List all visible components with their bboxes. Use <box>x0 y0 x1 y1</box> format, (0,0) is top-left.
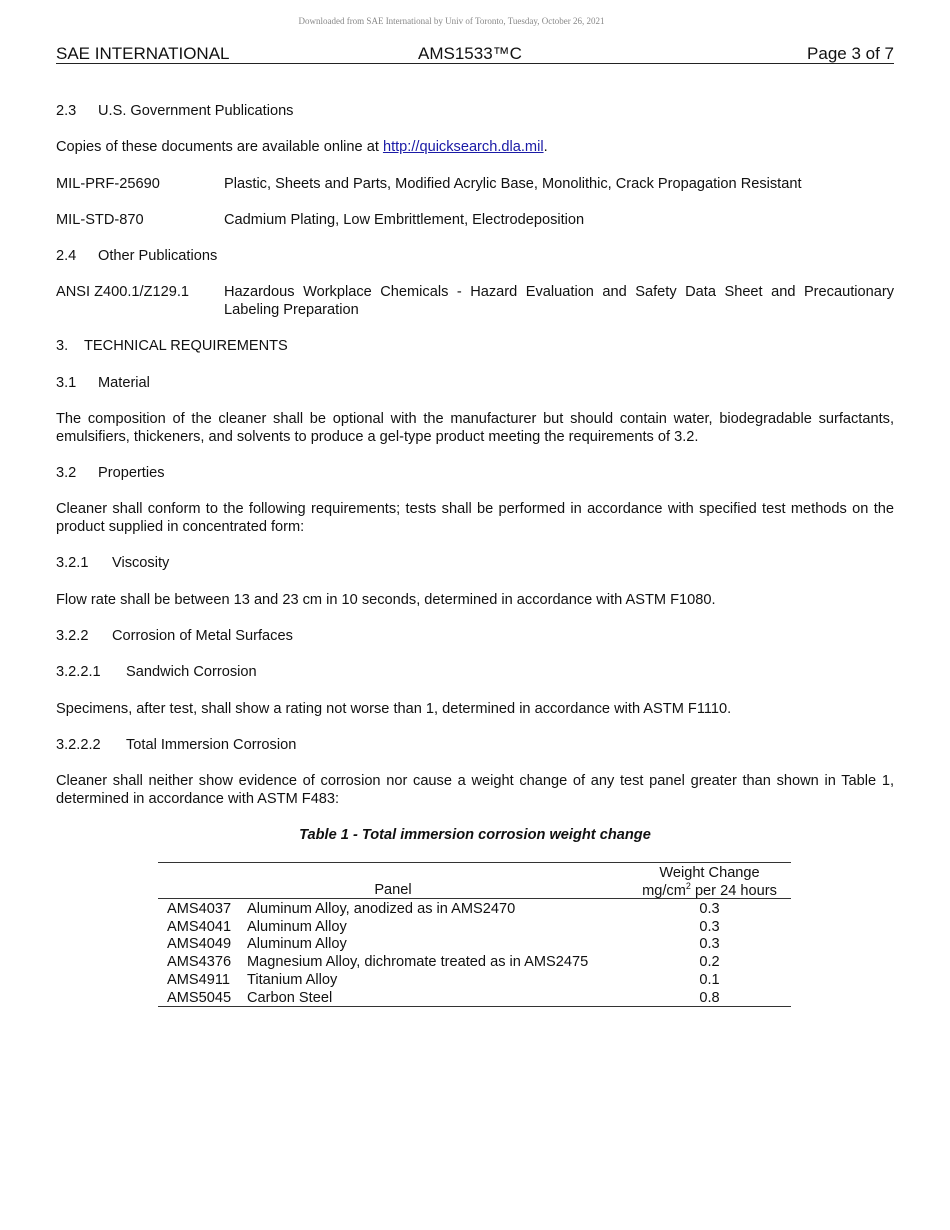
section-title: Viscosity <box>112 555 170 571</box>
ref-description: Hazardous Workplace Chemicals - Hazard Evaluation and Safety Data Sheet and Precautionary Labeling Preparation <box>224 284 894 318</box>
weight-change-value: 0.3 <box>699 901 720 917</box>
header-rule <box>56 63 894 64</box>
section-number: 3.2.2.1 <box>56 664 101 680</box>
table-header-weight-change <box>628 864 791 900</box>
section-3-2-heading <box>56 464 894 482</box>
ref-description: Cadmium Plating, Low Embrittlement, Electrodeposition <box>224 212 585 228</box>
section-3-heading <box>56 337 894 355</box>
table-row <box>158 989 791 1007</box>
section-title: U.S. Government Publications <box>98 103 294 119</box>
weight-change-value: 0.3 <box>699 919 720 935</box>
download-notice: Downloaded from SAE International by Univ of Toronto, Tuesday, October 26, 2021 <box>298 16 605 26</box>
table-row <box>158 918 791 936</box>
panel-code: AMS4376 <box>167 954 232 970</box>
panel-description: Magnesium Alloy, dichromate treated as in AMS2475 <box>247 954 589 970</box>
table-top-rule <box>158 862 791 863</box>
table-caption: Table 1 - Total immersion corrosion weight change <box>299 827 651 843</box>
section-title: Sandwich Corrosion <box>126 664 257 680</box>
section-2-3-heading <box>56 102 894 120</box>
section-title: Other Publications <box>98 248 218 264</box>
section-title: TECHNICAL REQUIREMENTS <box>84 338 288 354</box>
table-row <box>158 953 791 971</box>
panel-code: AMS4911 <box>167 972 231 988</box>
section-3-2-2-heading <box>56 627 894 645</box>
section-2-4-heading <box>56 247 894 265</box>
weight-change-value: 0.2 <box>699 954 720 970</box>
section-title: Total Immersion Corrosion <box>126 737 297 753</box>
table-header-panel: Panel <box>374 882 412 898</box>
section-number: 2.4 <box>56 248 77 264</box>
table-row <box>158 935 791 953</box>
panel-description: Aluminum Alloy <box>247 936 347 952</box>
panel-description: Aluminum Alloy <box>247 919 347 935</box>
section-number: 3.2.1 <box>56 555 89 571</box>
section-number: 2.3 <box>56 103 77 119</box>
weight-change-unit: $mg/cm^2$ per 24 hours <box>642 881 777 899</box>
section-3-2-2-1-heading <box>56 663 894 681</box>
immersion-corrosion-paragraph: Cleaner shall neither show evidence of corrosion nor cause a weight change of any test panel greater than shown in Table 1, determined in accordance with ASTM F483: <box>56 773 894 807</box>
weight-change-value: 0.1 <box>699 972 720 988</box>
section-title: Properties <box>98 465 165 481</box>
section-title: Corrosion of Metal Surfaces <box>112 628 293 644</box>
panel-description: Carbon Steel <box>247 990 333 1006</box>
weight-change-value: 0.3 <box>699 936 720 952</box>
material-paragraph: The composition of the cleaner shall be optional with the manufacturer but should contain water, biodegradable surfactants, emulsifiers, thickeners, and solvents to produce a gel-type product meeting the requirements of 3.2. <box>56 411 894 445</box>
section-title: Material <box>98 375 150 391</box>
header-org: SAE INTERNATIONAL <box>56 44 230 63</box>
table-row <box>158 900 791 918</box>
table-row <box>158 971 791 989</box>
section-3-2-2-2-heading <box>56 736 894 754</box>
section-number: 3.2.2 <box>56 628 89 644</box>
panel-description: Aluminum Alloy, anodized as in AMS2470 <box>247 901 516 917</box>
weight-change-label: Weight Change <box>659 865 760 881</box>
panel-code: AMS4049 <box>167 936 232 952</box>
copies-paragraph <box>56 138 894 156</box>
section-number: 3.1 <box>56 375 77 391</box>
properties-paragraph: Cleaner shall conform to the following requirements; tests shall be performed in accordance with specified test methods on the product supplied in concentrated form: <box>56 501 894 535</box>
section-number: 3.2 <box>56 465 77 481</box>
ref-code: ANSI Z400.1/Z129.1 <box>56 284 190 300</box>
section-number: 3. <box>56 338 69 354</box>
sandwich-corrosion-paragraph: Specimens, after test, shall show a rating not worse than 1, determined in accordance with ASTM F1110. <box>56 701 732 717</box>
table-header-rule <box>158 898 791 899</box>
section-3-2-1-heading <box>56 554 894 572</box>
viscosity-paragraph: Flow rate shall be between 13 and 23 cm in 10 seconds, determined in accordance with ASTM F1080. <box>56 592 716 608</box>
header-doc-id: AMS1533™C <box>418 44 522 63</box>
section-number: 3.2.2.2 <box>56 737 101 753</box>
panel-description: Titanium Alloy <box>247 972 338 988</box>
panel-code: AMS5045 <box>167 990 232 1006</box>
section-3-1-heading <box>56 374 894 392</box>
copies-end: . <box>543 139 548 155</box>
table-bottom-rule <box>158 1006 791 1007</box>
ref-code: MIL-STD-870 <box>56 212 144 228</box>
panel-code: AMS4041 <box>167 919 232 935</box>
copies-text: Copies of these documents are available online at <box>56 139 383 155</box>
weight-change-value: 0.8 <box>699 990 720 1006</box>
header-page-number: Page 3 of 7 <box>807 44 894 63</box>
quicksearch-link[interactable]: http://quicksearch.dla.mil <box>382 139 544 155</box>
ref-code: MIL-PRF-25690 <box>56 176 160 192</box>
ref-description: Plastic, Sheets and Parts, Modified Acrylic Base, Monolithic, Crack Propagation Resistant <box>224 176 802 192</box>
panel-code: AMS4037 <box>167 901 232 917</box>
